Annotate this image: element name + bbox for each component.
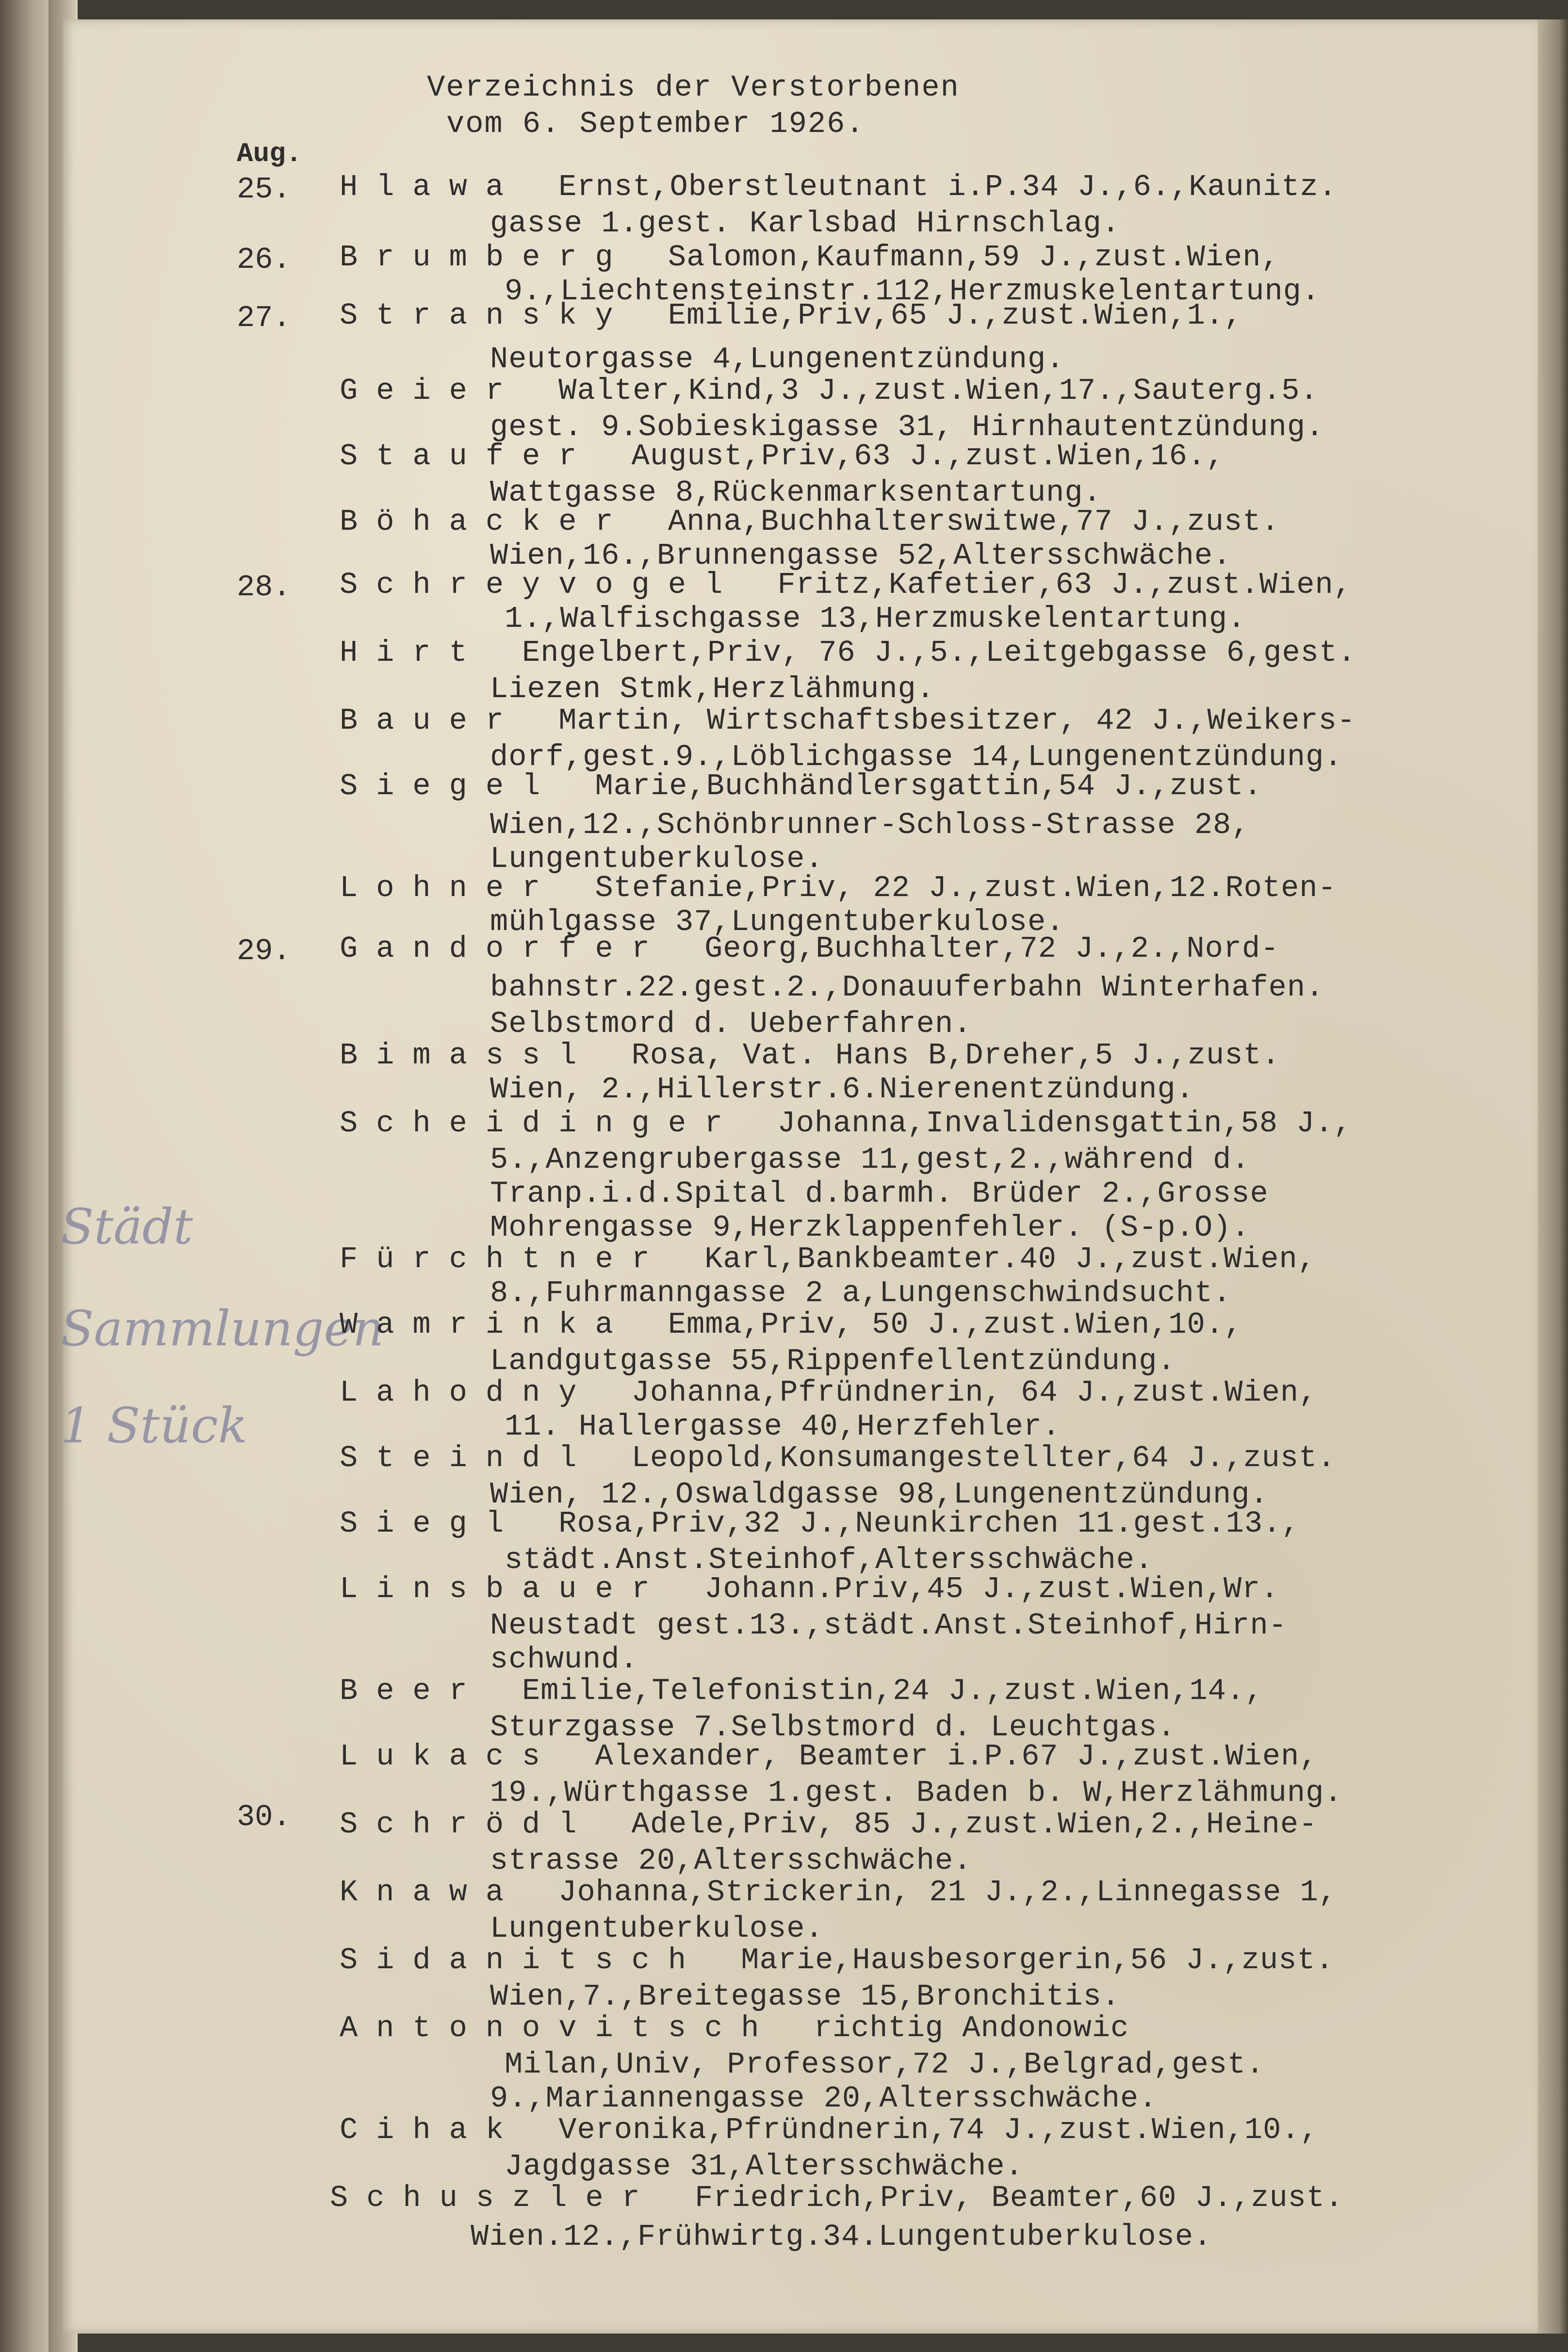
entry-name: Böhacker bbox=[340, 505, 668, 539]
entry-schuszler-line1 bbox=[330, 2183, 1343, 2213]
entry-name: Schuszler bbox=[330, 2181, 695, 2215]
entry-schroedl-line2: strasse 20,Altersschwäche. bbox=[490, 1844, 972, 1878]
entry-scheidinger-line2: 5.,Anzengrubergasse 11,gest,2.,während d. bbox=[490, 1143, 1250, 1177]
entry-name: Siegel bbox=[340, 769, 595, 803]
date-27: 27. bbox=[237, 301, 291, 335]
entry-text: Emilie,Telefonistin,24 J.,zust.Wien,14., bbox=[522, 1674, 1264, 1708]
entry-name: Bimassl bbox=[340, 1038, 632, 1073]
entry-siegel-line1 bbox=[340, 771, 1262, 801]
entry-siegl-line2: städt.Anst.Steinhof,Altersschwäche. bbox=[505, 1543, 1154, 1577]
entry-text: Salomon,Kaufmann,59 J.,zust.Wien, bbox=[668, 240, 1280, 275]
entry-scheidinger-line3: Tranp.i.d.Spital d.barmh. Brüder 2.,Grosse bbox=[490, 1176, 1269, 1211]
date-30: 30. bbox=[237, 1800, 291, 1834]
entry-hlawa-line2: gasse 1.gest. Karlsbad Hirnschlag. bbox=[490, 206, 1121, 241]
entry-bimassl-line1 bbox=[340, 1038, 1280, 1073]
date-25: 25. bbox=[237, 172, 291, 207]
entry-text: Emilie,Priv,65 J.,zust.Wien,1., bbox=[668, 298, 1243, 333]
entry-name: Hlawa bbox=[340, 170, 559, 204]
entry-linsbauer-line3: schwund. bbox=[490, 1642, 638, 1677]
entry-lahodny-line2: 11. Hallergasse 40,Herzfehler. bbox=[505, 1409, 1061, 1444]
entry-schroedl-line1 bbox=[340, 1807, 1318, 1842]
entry-bimassl-line2: Wien, 2.,Hillerstr.6.Nierenentzündung. bbox=[490, 1072, 1194, 1107]
date-28: 28. bbox=[237, 570, 291, 604]
entry-text: Friedrich,Priv, Beamter,60 J.,zust. bbox=[695, 2181, 1344, 2215]
entry-cihak-line1 bbox=[340, 2115, 1319, 2145]
entry-text: Fritz,Kafetier,63 J.,zust.Wien, bbox=[777, 568, 1352, 602]
entry-knawa-line1 bbox=[340, 1875, 1337, 1910]
entry-lohner-line1 bbox=[340, 873, 1337, 903]
entry-schuszler-line2: Wien.12.,Frühwirtg.34.Lungentuberkulose. bbox=[471, 2220, 1212, 2254]
entry-wamrinka-line1 bbox=[340, 1307, 1243, 1342]
entry-text: Marie,Buchhändlersgattin,54 J.,zust. bbox=[595, 769, 1262, 803]
entry-name: Schreyvogel bbox=[340, 568, 778, 602]
document-subtitle-date: vom 6. September 1926. bbox=[446, 107, 865, 141]
entry-name: Scheidinger bbox=[340, 1106, 778, 1141]
entry-gandorfer-line3: Selbstmord d. Ueberfahren. bbox=[490, 1007, 972, 1041]
entry-gandorfer-line1 bbox=[340, 931, 1279, 966]
entry-linsbauer-line1 bbox=[340, 1574, 1279, 1604]
entry-text: Rosa, Vat. Hans B,Dreher,5 J.,zust. bbox=[631, 1038, 1280, 1073]
entry-name: Hirt bbox=[340, 636, 523, 670]
margin-note-line-2: Sammlungen bbox=[61, 1300, 384, 1357]
entry-text: Anna,Buchhalterswitwe,77 J.,zust. bbox=[668, 505, 1280, 539]
entry-gandorfer-line2: bahnstr.22.gest.2.,Donauuferbahn Winterhafen. bbox=[490, 970, 1324, 1005]
entry-text: August,Priv,63 J.,zust.Wien,16., bbox=[631, 439, 1225, 474]
entry-hirt-line2: Liezen Stmk,Herzlähmung. bbox=[490, 672, 935, 706]
entry-name: Linsbauer bbox=[340, 1572, 705, 1606]
entry-name: Stransky bbox=[340, 298, 668, 333]
entry-wamrinka-line2: Landgutgasse 55,Rippenfellentzündung. bbox=[490, 1344, 1176, 1378]
entry-boehacker-line2: Wien,16.,Brunnengasse 52,Altersschwäche. bbox=[490, 539, 1232, 573]
entry-antonovitsch-line2: Milan,Univ, Professor,72 J.,Belgrad,gest. bbox=[505, 2047, 1265, 2082]
entry-hlawa-line1 bbox=[340, 172, 1337, 202]
entry-staufer-line2: Wattgasse 8,Rückenmarksentartung. bbox=[490, 475, 1102, 510]
entry-stransky-line2: Neutorgasse 4,Lungenentzündung. bbox=[490, 342, 1065, 376]
entry-name: Lukacs bbox=[340, 1739, 595, 1774]
entry-text: Georg,Buchhalter,72 J.,2.,Nord- bbox=[704, 931, 1279, 966]
entry-bauer-line2: dorf,gest.9.,Löblichgasse 14,Lungenentzündung. bbox=[490, 740, 1343, 774]
entry-siegel-line3: Lungentuberkulose. bbox=[490, 842, 824, 876]
entry-text: Rosa,Priv,32 J.,Neunkirchen 11.gest.13., bbox=[558, 1506, 1300, 1541]
entry-name: Siegl bbox=[340, 1506, 559, 1541]
entry-brumberg-line2: 9.,Liechtensteinstr.112,Herzmuskelentartung. bbox=[505, 274, 1321, 309]
entry-brumberg-line1 bbox=[340, 240, 1280, 275]
entry-text: Johanna,Pfründnerin, 64 J.,zust.Wien, bbox=[631, 1375, 1318, 1410]
entry-staufer-line1 bbox=[340, 441, 1225, 472]
date-26: 26. bbox=[237, 243, 291, 277]
entry-text: Alexander, Beamter i.P.67 J.,zust.Wien, bbox=[595, 1739, 1318, 1774]
margin-note-line-1: Städt bbox=[61, 1198, 193, 1255]
entry-name: Lohner bbox=[340, 871, 595, 905]
entry-name: Fürchtner bbox=[340, 1242, 705, 1276]
entry-name: Steindl bbox=[340, 1441, 632, 1475]
left-page-edge bbox=[0, 0, 56, 2352]
month-label: Aug. bbox=[237, 138, 302, 169]
entry-text: Ernst,Oberstleutnant i.P.34 J.,6.,Kaunitz. bbox=[558, 170, 1337, 204]
entry-text: Engelbert,Priv, 76 J.,5.,Leitgebgasse 6,gest. bbox=[522, 636, 1356, 670]
entry-siegel-line2: Wien,12.,Schönbrunner-Schloss-Strasse 28, bbox=[490, 808, 1250, 842]
entry-name: Geier bbox=[340, 374, 559, 408]
entry-name: Beer bbox=[340, 1674, 523, 1708]
entry-name: Brumberg bbox=[340, 240, 668, 275]
entry-beer-line1 bbox=[340, 1676, 1263, 1706]
entry-name: Schrödl bbox=[340, 1807, 632, 1842]
entry-geier-line2: gest. 9.Sobieskigasse 31, Hirnhautentzündung. bbox=[490, 410, 1324, 444]
entry-text: Martin, Wirtschaftsbesitzer, 42 J.,Weikers- bbox=[558, 703, 1356, 738]
entry-name: Staufer bbox=[340, 439, 632, 474]
entry-name: Sidanitsch bbox=[340, 1943, 741, 1977]
entry-text: Marie,Hausbesorgerin,56 J.,zust. bbox=[741, 1943, 1334, 1977]
entry-lohner-line2: mühlgasse 37,Lungentuberkulose. bbox=[490, 905, 1065, 939]
entry-text: Veronika,Pfründnerin,74 J.,zust.Wien,10., bbox=[558, 2113, 1319, 2147]
entry-text: Walter,Kind,3 J.,zust.Wien,17.,Sauterg.5. bbox=[558, 374, 1319, 408]
entry-sidanitsch-line1 bbox=[340, 1945, 1334, 1976]
entry-text: Johann.Priv,45 J.,zust.Wien,Wr. bbox=[704, 1572, 1279, 1606]
margin-note-line-3: 1 Stück bbox=[61, 1397, 248, 1454]
entry-scheidinger-line1 bbox=[340, 1106, 1352, 1141]
entry-name: Wamrinka bbox=[340, 1307, 668, 1342]
entry-name: Knawa bbox=[340, 1875, 559, 1910]
entry-schreyvogel-line1 bbox=[340, 570, 1352, 600]
entry-lukacs-line2: 19.,Würthgasse 1.gest. Baden b. W,Herzlähmung. bbox=[490, 1776, 1343, 1810]
entry-name: Cihak bbox=[340, 2113, 559, 2147]
entry-text: Adele,Priv, 85 J.,zust.Wien,2.,Heine- bbox=[631, 1807, 1318, 1842]
entry-antonovitsch-line1 bbox=[340, 2013, 1129, 2043]
entry-sidanitsch-line2: Wien,7.,Breitegasse 15,Bronchitis. bbox=[490, 1979, 1121, 2014]
right-page-edge bbox=[1538, 19, 1568, 2334]
entry-linsbauer-line2: Neustadt gest.13.,städt.Anst.Steinhof,Hirn- bbox=[490, 1608, 1287, 1643]
entry-steindl-line1 bbox=[340, 1443, 1336, 1473]
entry-bauer-line1 bbox=[340, 703, 1356, 738]
entry-text: Stefanie,Priv, 22 J.,zust.Wien,12.Roten- bbox=[595, 871, 1337, 905]
entry-siegl-line1 bbox=[340, 1506, 1300, 1541]
entry-steindl-line2: Wien, 12.,Oswaldgasse 98,Lungenentzündung. bbox=[490, 1477, 1269, 1512]
entry-name: Antonovitsch bbox=[340, 2011, 814, 2045]
entry-lahodny-line1 bbox=[340, 1375, 1318, 1410]
entry-antonovitsch-line3: 9.,Mariannengasse 20,Altersschwäche. bbox=[490, 2081, 1158, 2116]
entry-beer-line2: Sturzgasse 7.Selbstmord d. Leuchtgas. bbox=[490, 1710, 1176, 1745]
document-title: Verzeichnis der Verstorbenen bbox=[427, 70, 960, 105]
entry-geier-line1 bbox=[340, 376, 1319, 406]
entry-text: richtig Andonowic bbox=[814, 2011, 1129, 2045]
entry-cihak-line2: Jagdgasse 31,Altersschwäche. bbox=[505, 2149, 1024, 2184]
entry-text: Emma,Priv, 50 J.,zust.Wien,10., bbox=[668, 1307, 1243, 1342]
entry-fuerchtner-line2: 8.,Fuhrmanngasse 2 a,Lungenschwindsucht. bbox=[490, 1276, 1232, 1310]
entry-name: Lahodny bbox=[340, 1375, 632, 1410]
entry-knawa-line2: Lungentuberkulose. bbox=[490, 1911, 824, 1946]
entry-scheidinger-line4: Mohrengasse 9,Herzklappenfehler. (S-p.O). bbox=[490, 1210, 1250, 1245]
entry-text: Johanna,Invalidensgattin,58 J., bbox=[777, 1106, 1352, 1141]
entry-text: Karl,Bankbeamter.40 J.,zust.Wien, bbox=[704, 1242, 1316, 1276]
entry-schreyvogel-line2: 1.,Walfischgasse 13,Herzmuskelentartung. bbox=[505, 602, 1246, 636]
entry-stransky-line1 bbox=[340, 298, 1243, 333]
entry-text: Johanna,Strickerin, 21 J.,2.,Linnegasse 1, bbox=[558, 1875, 1337, 1910]
date-29: 29. bbox=[237, 934, 291, 968]
entry-hirt-line1 bbox=[340, 638, 1356, 668]
entry-name: Gandorfer bbox=[340, 931, 705, 966]
entry-lukacs-line1 bbox=[340, 1739, 1318, 1774]
entry-boehacker-line1 bbox=[340, 507, 1280, 537]
entry-name: Bauer bbox=[340, 703, 559, 738]
entry-fuerchtner-line1 bbox=[340, 1244, 1316, 1274]
entry-text: Leopold,Konsumangestellter,64 J.,zust. bbox=[631, 1441, 1336, 1475]
